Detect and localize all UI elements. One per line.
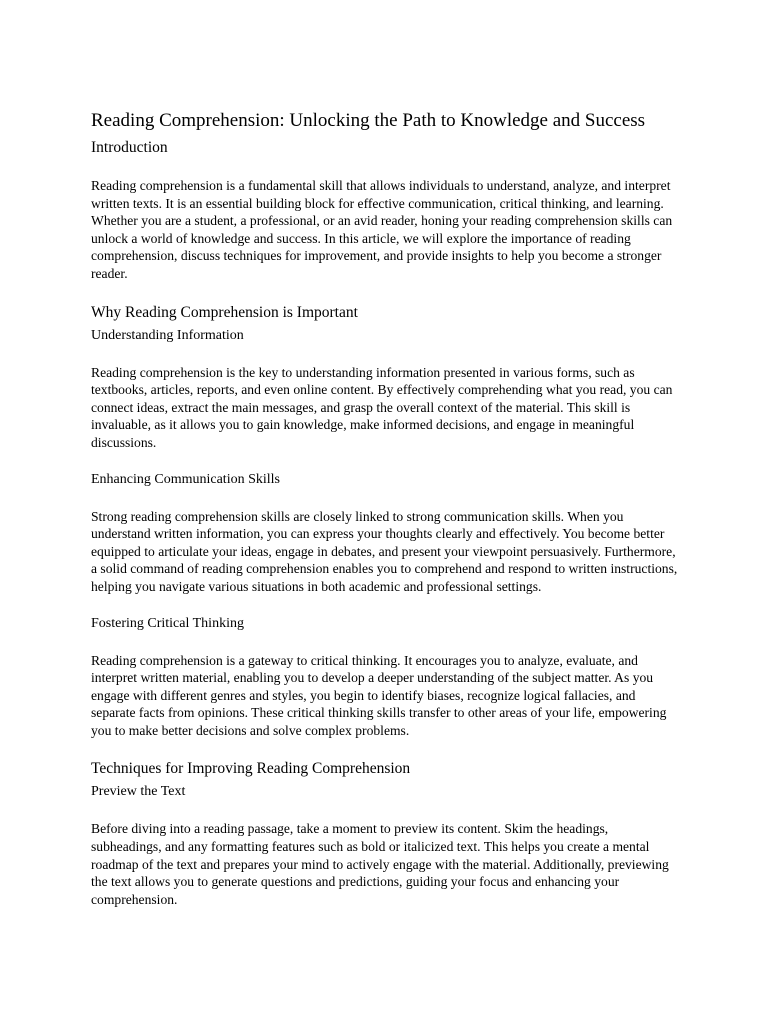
subsection-heading-critical-thinking: Fostering Critical Thinking (91, 615, 244, 631)
paragraph-preview: Before diving into a reading passage, take a moment to preview its content. Skim the headings, subheadings, and any formatting features such as bold or italicized text. This helps you create a mental roadmap of the text and prepares your mind to actively engage with the material. Additionally, previewing the text allows you to generate questions and predictions, guiding your focus and enhancing your comprehension. (91, 821, 669, 907)
section-heading-techniques: Techniques for Improving Reading Comprehension (91, 760, 411, 778)
intro-paragraph: Reading comprehension is a fundamental skill that allows individuals to understand, analyze, and interpret written texts. It is an essential building block for effective communication, critical thinking, and learning. Whether you are a student, a professional, or an avid reader, honing your reading comprehension skills can unlock a world of knowledge and success. In this article, we will explore the importance of reading comprehension, discuss techniques for improvement, and provide insights to help you become a stronger reader. (91, 178, 673, 281)
subsection-heading-communication: Enhancing Communication Skills (91, 471, 280, 487)
paragraph-understanding: Reading comprehension is the key to understanding information presented in various forms, such as textbooks, articles, reports, and even online content. By effectively comprehending what you read, you can connect ideas, extract the main messages, and grasp the overall context of the material. This skill is invaluable, as it allows you to gain knowledge, make informed decisions, and engage in meaningful discussions. (91, 364, 673, 450)
document-title: Reading Comprehension: Unlocking the Path to Knowledge and Success (91, 110, 646, 131)
paragraph-communication: Strong reading comprehension skills are closely linked to strong communication skills. When you understand written information, you can express your thoughts clearly and effectively. You become better equipped to articulate your ideas, engage in debates, and present your viewpoint persuasively. Furthermore, a solid command of reading comprehension enables you to comprehend and respond to written instructions, helping you navigate various situations in both academic and professional settings. (91, 508, 678, 594)
paragraph-critical-thinking: Reading comprehension is a gateway to critical thinking. It encourages you to analyze, evaluate, and interpret written material, enabling you to develop a deeper understanding of the subject matter. As you engage with different genres and styles, you begin to identify biases, recognize logical fallacies, and separate facts from opinions. These critical thinking skills transfer to other areas of your life, empowering you to make better decisions and solve complex problems. (91, 652, 667, 738)
section-heading-importance: Why Reading Comprehension is Important (91, 303, 358, 321)
subsection-heading-understanding: Understanding Information (91, 327, 244, 343)
document-page (91, 108, 681, 908)
intro-heading: Introduction (91, 139, 168, 156)
subsection-heading-preview: Preview the Text (91, 784, 186, 800)
